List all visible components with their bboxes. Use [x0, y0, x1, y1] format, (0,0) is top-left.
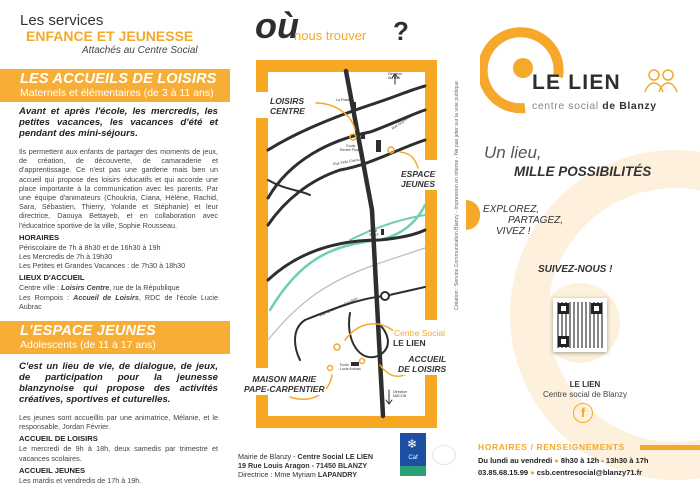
caf-logo: [400, 433, 426, 476]
people-icon: [643, 68, 679, 98]
map-label-ecole-picard: [340, 144, 362, 152]
partner-logo: [432, 445, 456, 465]
label-line: CENTRE: [270, 105, 305, 116]
map-accueil-de-loisirs: [397, 354, 447, 375]
accueils-content: [19, 106, 218, 311]
hours: 8h30 à 12h - 13h30 à 17h: [560, 456, 649, 465]
facebook-icon[interactable]: f: [573, 403, 593, 423]
heading-accueil-jeunes: ACCUEIL JEUNES: [19, 465, 86, 475]
address-prefix: Directrice : Mme Myriam: [238, 470, 318, 479]
hours-line: Du lundi au vendredi ● 8h30 à 12h - 13h30 à 17h: [478, 456, 649, 465]
lieu-label: Les Rompois :: [19, 292, 74, 302]
horaire-line: Les Mercredis de 7h à 19h30: [19, 252, 113, 262]
map-label-direction-autun: [388, 72, 402, 80]
map-le-lien: LE LIEN: [393, 338, 426, 348]
label-line: MÂCON: [393, 394, 407, 398]
address-block: [238, 452, 373, 479]
section-header-espace-jeunes: [0, 321, 230, 354]
snowflake-icon: ❄: [407, 437, 418, 451]
section-header-accueils: [0, 69, 230, 102]
body-text: Les jeunes sont accueillis par une animatrice, Mélanie, et le responsable, Jordan Février.: [19, 413, 218, 432]
address-line: 19 Rue Louis Aragon - 71450 BLANZY: [238, 461, 368, 470]
label-line: ESPACE: [401, 169, 436, 179]
logo-name: LE LIEN: [532, 71, 621, 94]
horaire-line: Les Petites et Grandes Vacances : de 7h30 à 18h30: [19, 261, 186, 271]
map-loisirs-centre: [270, 97, 305, 116]
map-centre-social: Centre Social: [394, 328, 446, 338]
services-subtitle: ENFANCE ET JEUNESSE: [26, 28, 194, 44]
horaire-line: Périscolaire de 7h à 8h30 et de 16h30 à 19h: [19, 242, 161, 252]
label-line: LOISIRS: [270, 96, 305, 106]
title-nous-trouver: nous trouver: [294, 28, 367, 43]
days: Du lundi au vendredi: [478, 456, 553, 465]
tagline-line: VIVEZ !: [496, 226, 531, 237]
body-text: Ils permettent aux enfants de partager des moments de jeux, de création, de découverte, de camaraderie et d'apprentissage. Ce n'est pas une garderie mais bien un accueil qui propose des loisirs éducatifs et qui accorde une place importante à la communication avec les parents. Par une équipe d'animateurs (Choukria, Ciana, Hélène, Rachid, Sara, Sébastien, Thierry, Yolande et Stéphanie) et leur directrice, Daouya Bettayeb, et en collaboration avec l'éducatrice sportive de la ville, Sophie Rousseau.: [19, 147, 218, 230]
title-question-mark: ?: [393, 16, 409, 46]
label-line: DE LOISIRS: [398, 363, 447, 374]
title-ou: où: [255, 5, 299, 46]
logo-subtitle-bold: de Blanzy: [602, 100, 657, 112]
lead-text: Avant et après l'école, les mercredis, les petites vacances, les vacances d'été et pendant des mini-séjours.: [19, 106, 218, 139]
tagline-line: EXPLOREZ,: [483, 204, 540, 215]
address-prefix: Mairie de Blanzy -: [238, 452, 298, 461]
label-line: Lucie Aubrac: [340, 367, 361, 371]
lieu-name: Loisirs Centre: [60, 283, 110, 293]
label-line: Ecole: [346, 144, 356, 148]
logo-subtitle-light: centre social: [532, 100, 603, 112]
label-line: Direction: [388, 72, 403, 76]
label-line: SAGT: [369, 233, 379, 237]
lieu-address: , rue de la République: [109, 283, 180, 293]
lieu-line: [19, 283, 218, 292]
follow-us: SUIVEZ-NOUS !: [538, 264, 613, 275]
lieu-address: , RDC de l'école Lucie Aubrac: [19, 292, 219, 311]
label-line: Ecole: [340, 363, 349, 367]
tagline-2: MILLE POSSIBILITÉS: [514, 164, 652, 179]
heading-horaires: HORAIRES: [19, 232, 60, 242]
logo-subtitle: [532, 100, 657, 112]
map-label-rue-right: Rue Guynemer: [391, 113, 414, 131]
lieu-line: [19, 293, 218, 311]
tagline-3: [483, 204, 563, 237]
map-label-halle: [369, 229, 379, 237]
section-title: L'ESPACE JEUNES: [20, 323, 156, 339]
label-line: PAPE-CARPENTIER: [244, 383, 325, 394]
address-org: Centre Social LE LIEN: [297, 452, 374, 461]
section-subtitle: Adolescents (de 11 à 17 ans): [20, 339, 156, 351]
label-line: JEUNES: [401, 178, 436, 189]
org-subtitle: Centre social de Blanzy: [542, 390, 628, 399]
lieu-name: Accueil de Loisirs: [73, 292, 139, 302]
credits-vertical: Création : Service Communication Blanzy - Impression en interne - Ne pas jeter sur la voie publique: [454, 81, 460, 310]
label-line: Direction: [393, 390, 408, 394]
address-line: [238, 470, 373, 479]
qr-code[interactable]: [553, 298, 607, 352]
contact-line: 03.85.68.15.99 ● csb.centresocial@blanzy71.fr: [478, 468, 643, 477]
label-line: Renée Picard: [340, 148, 362, 152]
heading-accueil-loisirs: ACCUEIL DE LOISIRS: [19, 434, 98, 444]
services-title: Les services: [20, 12, 104, 29]
lieu-label: Centre ville :: [19, 283, 61, 293]
hours-title: HORAIRES / RENSEIGNEMENTS: [478, 442, 625, 452]
label-line: Halle: [369, 229, 378, 233]
map-maison-marie: [243, 374, 326, 395]
label-line: MAISON MARIE: [252, 374, 317, 384]
email[interactable]: csb.centresocial@blanzy71.fr: [536, 468, 643, 477]
section-subtitle: Maternels et élémentaires (de 3 à 11 ans): [20, 87, 214, 99]
map-label-la-poste: La Poste: [336, 98, 351, 102]
phone[interactable]: 03.85.68.15.99: [478, 468, 529, 477]
hours-bar: [640, 445, 700, 450]
section-title: LES ACCUEILS DE LOISIRS: [20, 71, 217, 87]
schedule-text: Les mardis et vendredis de 17h à 19h.: [19, 475, 142, 485]
map-espace-jeunes: [400, 169, 436, 190]
tagline-1: Un lieu,: [484, 143, 542, 162]
director-name: LAPANDRY: [317, 470, 358, 479]
heading-lieux: LIEUX D'ACCUEIL: [19, 273, 85, 283]
map-label-rue-felix: Rue Félix Chenu: [332, 157, 360, 167]
schedule-text: Le mercredi de 9h à 18h, deux samedis par trimestre et vacances scolaires.: [19, 444, 218, 463]
map-label-direction-macon: [393, 390, 407, 398]
espace-jeunes-content: [19, 361, 218, 485]
map-label-ecole-aubrac: [340, 363, 361, 371]
label-line: ACCUEIL: [408, 354, 447, 364]
org-name: LE LIEN: [569, 380, 601, 389]
label-line: AUTUN: [388, 76, 401, 80]
services-attached: Attachés au Centre Social: [82, 45, 198, 56]
tagline-line: PARTAGEZ,: [508, 215, 564, 226]
caf-label: Caf: [408, 455, 418, 461]
address-line: [238, 452, 373, 461]
lead-text: C'est un lieu de vie, de dialogue, de jeux, de participation pour la jeunesse blanzynoise qui propose des activités créatives, sportives et cuturelles.: [19, 361, 218, 405]
map-label-rue-bois: Rue du Bois des Baudiots: [319, 296, 359, 318]
